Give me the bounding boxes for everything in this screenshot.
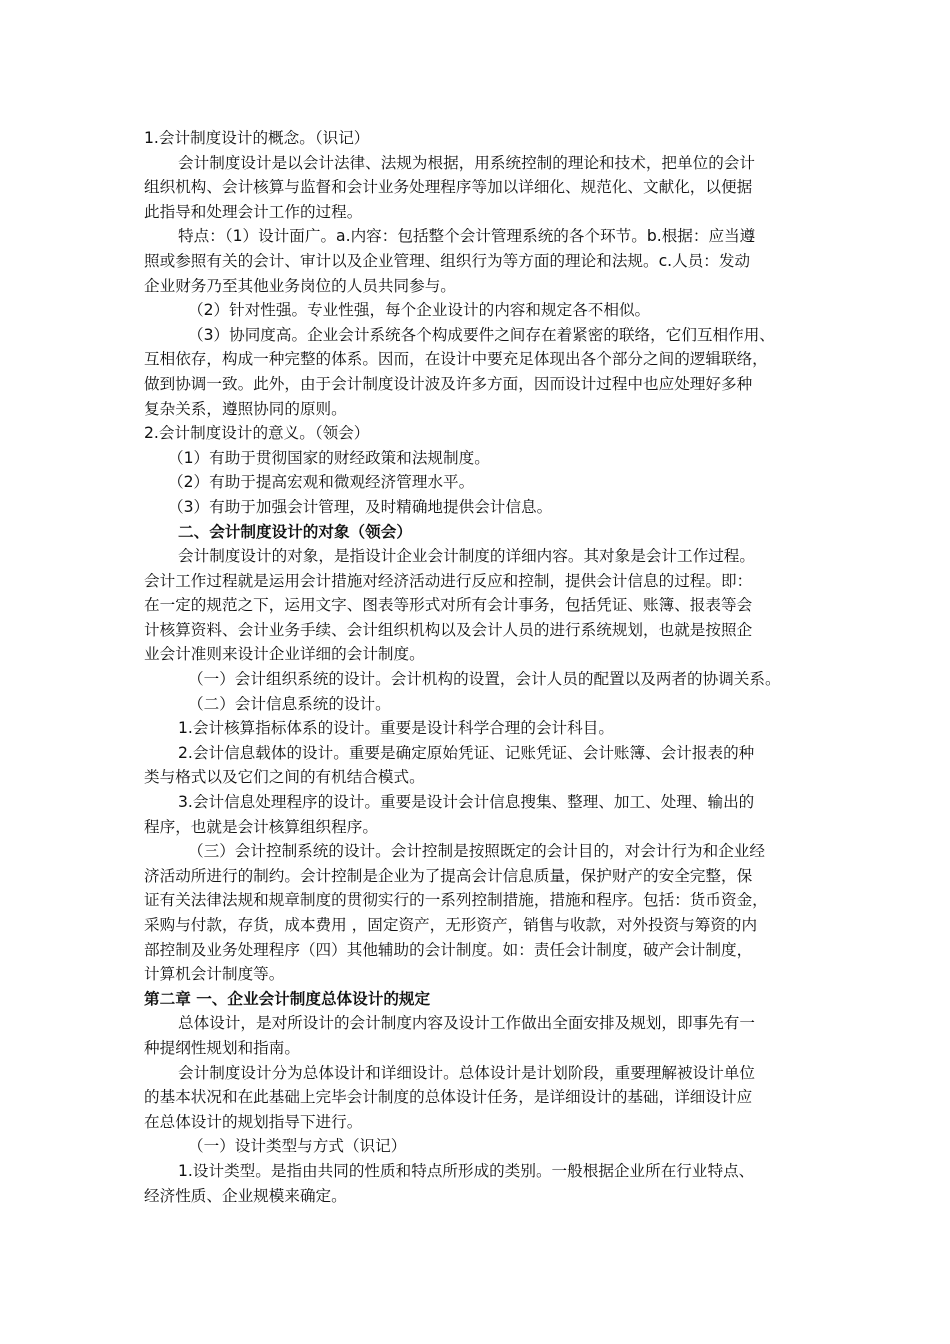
text-line: 经济性质、企业规模来确定。	[144, 1186, 347, 1205]
text-line: 种提纲性规划和指南。	[144, 1038, 300, 1057]
text-line: 会计工作过程就是运用会计措施对经济活动进行反应和控制，提供会计信息的过程。即：	[144, 571, 753, 590]
text-line: 的基本状况和在此基础上完毕会计制度的总体设计任务，是详细设计的基础，详细设计应	[144, 1088, 753, 1107]
text-line: 特点：（1）设计面广。a.内容：包括整个会计管理系统的各个环节。b.根据：应当遵	[178, 227, 756, 246]
text-line: 互相依存，构成一种完整的体系。因而，在设计中要充足体现出各个部分之间的逻辑联络，	[144, 350, 768, 369]
text-line: （二）会计信息系统的设计。	[188, 694, 391, 713]
text-line: 1.会计核算指标体系的设计。重要是设计科学合理的会计科目。	[178, 719, 614, 738]
text-line: 总体设计，是对所设计的会计制度内容及设计工作做出全面安排及规划，即事先有一	[178, 1014, 755, 1033]
text-line: 会计制度设计分为总体设计和详细设计。总体设计是计划阶段，重要理解被设计单位	[178, 1063, 755, 1082]
text-line: 计核算资料、会计业务手续、会计组织机构以及会计人员的进行系统规划，也就是按照企	[144, 620, 753, 639]
text-line: 会计制度设计是以会计法律、法规为根据，用系统控制的理论和技术，把单位的会计	[178, 153, 755, 172]
text-line: （1）有助于贯彻国家的财经政策和法规制度。	[168, 448, 490, 467]
text-line: （一）会计组织系统的设计。会计机构的设置，会计人员的配置以及两者的协调关系。	[188, 670, 781, 689]
text-line: （2）针对性强。专业性强，每个企业设计的内容和规定各不相似。	[188, 301, 651, 320]
text-line: 2.会计信息载体的设计。重要是确定原始凭证、记账凭证、会计账簿、会计报表的种	[178, 743, 755, 762]
text-line: 在总体设计的规划指导下进行。	[144, 1112, 363, 1131]
text-line: 济活动所进行的制约。会计控制是企业为了提高会计信息质量，保护财产的安全完整，保	[144, 866, 753, 885]
text-line: 3.会计信息处理程序的设计。重要是设计会计信息搜集、整理、加工、处理、输出的	[178, 793, 755, 812]
text-line: 计算机会计制度等。	[144, 965, 285, 984]
text-line: 1.会计制度设计的概念。（识记）	[144, 129, 370, 147]
text-line: 采购与付款，存货，成本费用 ，固定资产，无形资产，销售与收款，对外投资与筹资的内	[144, 916, 758, 934]
text-line: 类与格式以及它们之间的有机结合模式。	[144, 768, 425, 787]
text-line: 1.设计类型。是指由共同的性质和特点所形成的类别。一般根据企业所在行业特点、	[178, 1161, 755, 1180]
text-line: 业会计准则来设计企业详细的会计制度。	[144, 645, 425, 664]
text-line: 2.会计制度设计的意义。（领会）	[144, 424, 370, 443]
text-line: 证有关法律法规和规章制度的贯彻实行的一系列控制措施，措施和程序。包括：货币资金，	[144, 891, 768, 910]
chapter-heading: 第二章 一、企业会计制度总体设计的规定	[144, 989, 431, 1008]
text-line: 组织机构、会计核算与监督和会计业务处理程序等加以详细化、规范化、文献化，以便据	[144, 178, 753, 197]
text-line: （三）会计控制系统的设计。会计控制是按照既定的会计目的，对会计行为和企业经	[188, 842, 765, 861]
text-line: 复杂关系，遵照协同的原则。	[144, 399, 347, 418]
text-line: 企业财务乃至其他业务岗位的人员共同参与。	[144, 276, 456, 295]
document-body	[144, 126, 808, 1208]
text-line: （2）有助于提高宏观和微观经济管理水平。	[168, 473, 475, 492]
text-line: （一）设计类型与方式（识记）	[188, 1137, 407, 1156]
section-heading: 二、会计制度设计的对象（领会）	[178, 522, 412, 541]
text-line: （3）协同度高。企业会计系统各个构成要件之间存在着紧密的联络，它们互相作用、	[188, 325, 775, 344]
text-line: （3）有助于加强会计管理，及时精确地提供会计信息。	[168, 497, 553, 516]
text-line: 照或参照有关的会计、审计以及企业管理、组织行为等方面的理论和法规。c.人员：发动	[144, 251, 751, 270]
text-line: 会计制度设计的对象，是指设计企业会计制度的详细内容。其对象是会计工作过程。	[178, 547, 755, 566]
text-line: 部控制及业务处理程序（四）其他辅助的会计制度。如：责任会计制度，破产会计制度，	[144, 940, 753, 959]
text-line: 做到协调一致。此外，由于会计制度设计波及许多方面，因而设计过程中也应处理好多种	[144, 374, 753, 393]
text-line: 在一定的规范之下，运用文字、图表等形式对所有会计事务，包括凭证、账簿、报表等会	[144, 596, 753, 615]
text-line: 此指导和处理会计工作的过程。	[144, 202, 363, 221]
text-line: 程序，也就是会计核算组织程序。	[144, 817, 378, 836]
